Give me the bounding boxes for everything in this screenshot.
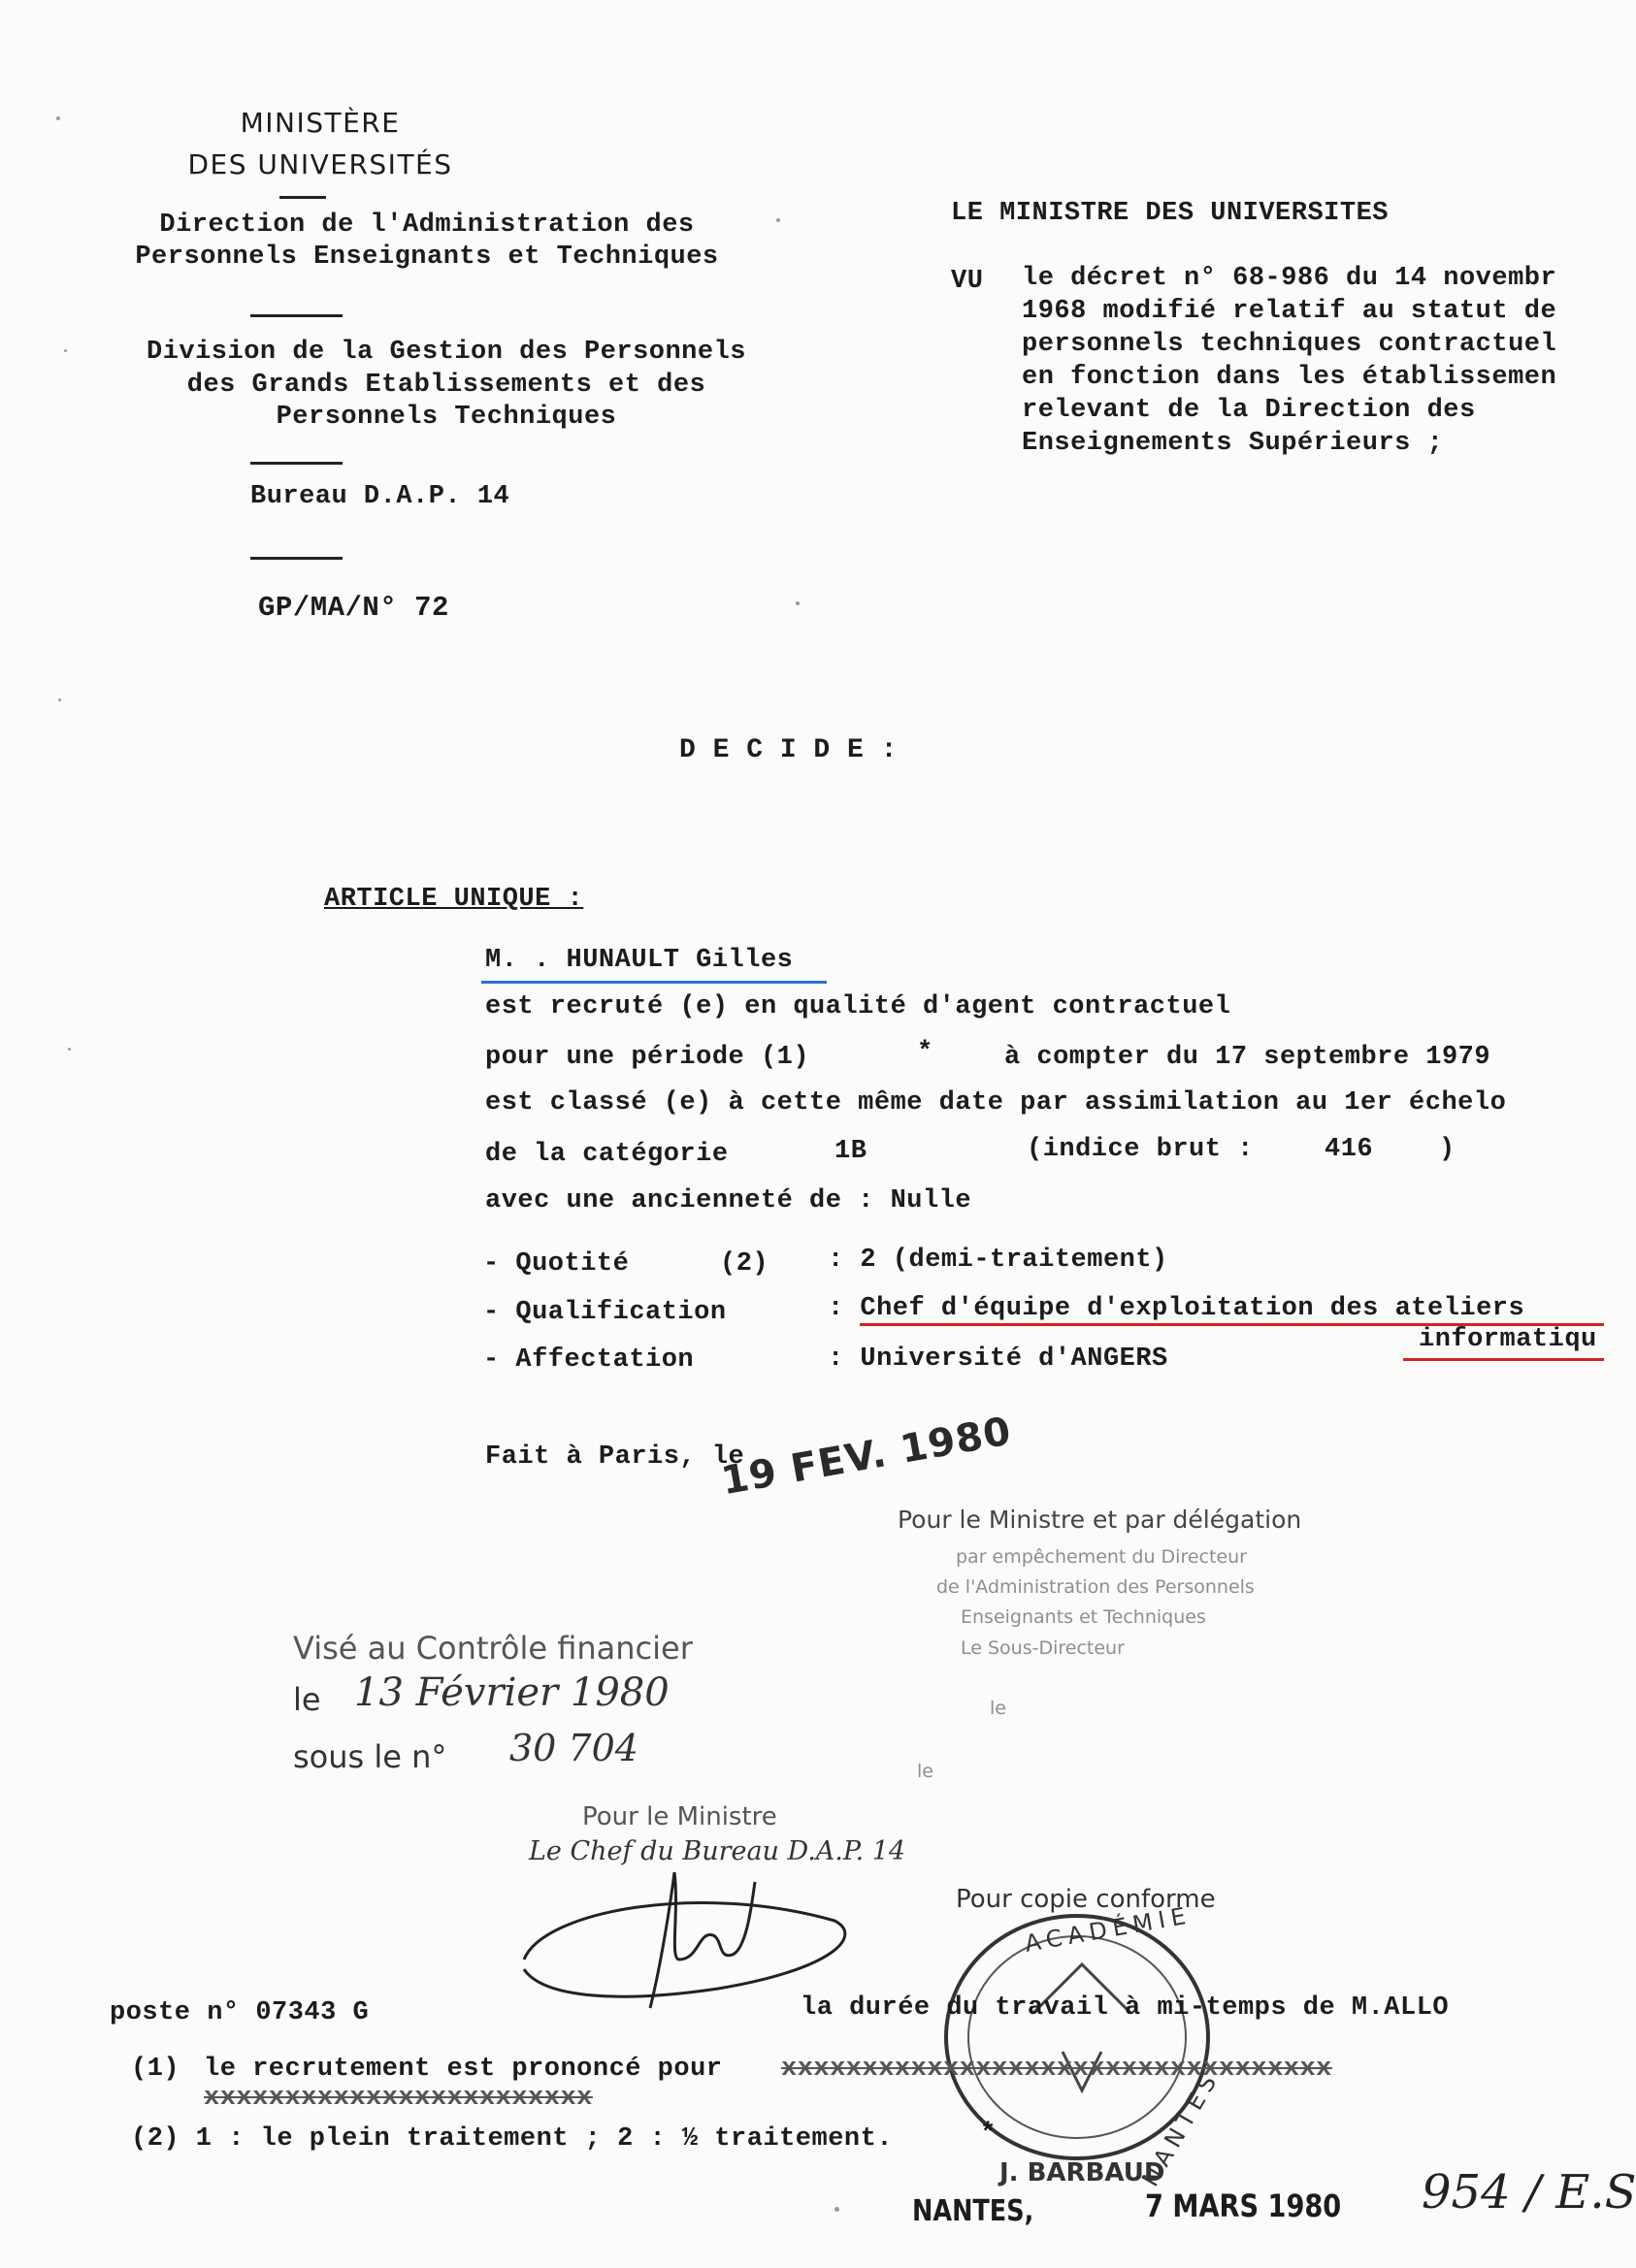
scan-speck [834,2207,839,2212]
classification-line: est classé (e) à cette même date par assimilation au 1er échelo [485,1088,1507,1118]
vu-text-line6: Enseignements Supérieurs ; [1022,429,1444,458]
person-name-underline [481,981,827,984]
faded-line-6: le [917,1761,933,1782]
minister-title: LE MINISTRE DES UNIVERSITES [951,199,1389,228]
visa-date-label: le [293,1681,321,1718]
scan-speck [796,601,800,605]
qualification-label: - Qualification [483,1298,727,1327]
copy-conformity: Pour copie conforme [956,1885,1216,1914]
seniority-line: avec une ancienneté de : Nulle [485,1186,972,1215]
index-value: 416 [1325,1135,1374,1164]
divider [279,196,326,199]
part-time-note: la durée du travail à mi-temps de M.ALLO [801,1993,1450,2023]
date-stamp: 19 FEV. 1980 [718,1409,1015,1505]
seal-text-bottom: NANTES [1136,2065,1226,2191]
handwritten-reference: 954 / E.S [1422,2165,1636,2219]
divider [250,557,343,560]
direction-line1: Direction de l'Administration des [159,211,695,240]
delegation-line: Pour le Ministre et par délégation [898,1506,1302,1534]
signer-name: J. BARBAUD [999,2158,1165,2187]
footnote-star: * [980,2120,997,2149]
index-label: (indice brut : [1027,1135,1254,1164]
start-date-line: à compter du 17 septembre 1979 [1004,1043,1491,1072]
chef-line-2: Le Chef du Bureau D.A.P. 14 [529,1836,906,1866]
vu-text-line5: relevant de la Direction des [1022,396,1476,425]
faded-line-4: Le Sous-Directeur [961,1637,1125,1659]
footnote-1-struck: xxxxxxxxxxxxxxxxxxxxxxxxxxxxxxxxxx [781,2055,1332,2084]
faded-line-1: par empêchement du Directeur [956,1546,1247,1568]
vu-text-line4: en fonction dans les établissemen [1022,363,1557,392]
bureau-label: Bureau D.A.P. 14 [250,482,510,511]
recruitment-line: est recruté (e) en qualité d'agent contractuel [485,992,1231,1021]
faded-line-3: Enseignants et Techniques [961,1606,1206,1628]
stamp-city: NANTES, [912,2194,1034,2228]
qualification-underline-2 [1403,1358,1604,1361]
quotite-note: (2) [720,1249,769,1279]
division-line2: des Grands Etablissements et des [186,371,706,400]
affectation-label: - Affectation [483,1345,695,1375]
affectation-value: : Université d'ANGERS [828,1345,1168,1374]
chef-line-1: Pour le Ministre [582,1802,777,1831]
faded-line-5: le [990,1698,1006,1719]
footnote-1-text: le recrutement est prononcé pour [204,2055,723,2084]
scan-speck [776,218,780,222]
division-line3: Personnels Techniques [276,403,617,432]
qualification-value: : Chef d'équipe d'exploitation des ateliers [828,1294,1525,1323]
signed-at-label: Fait à Paris, le [485,1442,745,1472]
division-line1: Division de la Gestion des Personnels [147,338,746,367]
article-heading: ARTICLE UNIQUE : [324,885,584,914]
stamp-city-date: 7 MARS 1980 [1145,2187,1342,2224]
footnote-1-marker: (1) [131,2055,180,2084]
period-asterisk: * [917,1038,933,1067]
person-name: M. . HUNAULT Gilles [485,946,794,975]
quotite-label: - Quotité [483,1249,630,1279]
divider [250,462,343,465]
ministry-name-line2: DES UNIVERSITÉS [187,148,453,180]
visa-line: Visé au Contrôle financier [293,1630,693,1667]
visa-number-handwritten: 30 704 [509,1727,638,1769]
visa-number-label: sous le n° [293,1738,447,1775]
vu-text-line1: le décret n° 68-986 du 14 novembr [1022,264,1557,293]
quotite-value: : 2 (demi-traitement) [828,1246,1168,1275]
vu-text-line3: personnels techniques contractuel [1022,330,1557,359]
post-number: poste n° 07343 G [110,1998,370,2027]
scan-speck [58,698,61,701]
visa-date-handwritten: 13 Février 1980 [354,1670,670,1715]
scan-speck [68,1048,71,1051]
divider [250,314,343,317]
scan-speck [64,349,67,352]
category-label: de la catégorie [485,1140,729,1169]
vu-text-line2: 1968 modifié relatif au statut de [1022,297,1557,326]
index-close: ) [1439,1135,1456,1164]
faded-line-2: de l'Administration des Personnels [936,1576,1255,1598]
category-value: 1B [834,1137,867,1166]
ministry-name-line1: MINISTÈRE [240,107,401,139]
vu-label: VU [951,267,984,296]
direction-line2: Personnels Enseignants et Techniques [135,243,719,272]
footnote-1-struck-2: xxxxxxxxxxxxxxxxxxxxxxxx [204,2084,593,2113]
seal-text-top: ACADÉMIE [1022,1901,1194,1958]
qualification-value-cont: informatiqu [1419,1325,1597,1354]
footnote-2: (2) 1 : le plein traitement ; 2 : ½ traitement. [131,2124,894,2154]
reference-number: GP/MA/N° 72 [258,592,449,624]
period-label: pour une période (1) [485,1043,810,1072]
decision-heading: D E C I D E : [679,735,898,765]
scan-speck [56,116,60,120]
